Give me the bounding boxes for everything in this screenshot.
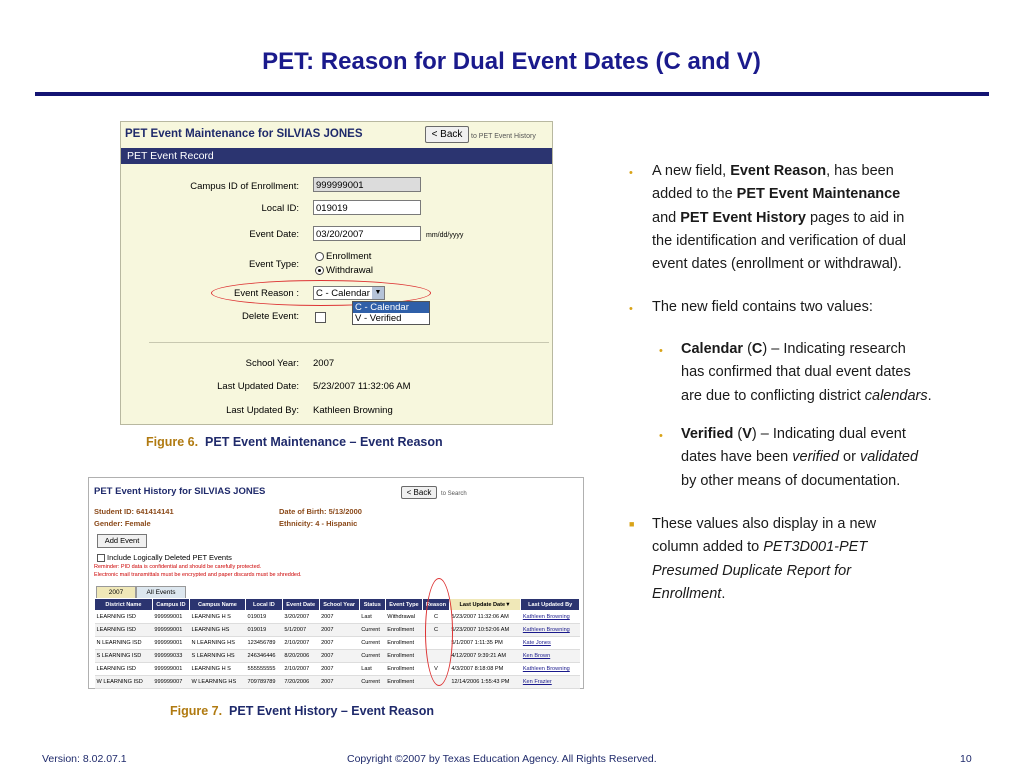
school-year-label: School Year: <box>245 358 299 369</box>
event-type-enrollment-radio[interactable] <box>315 251 371 262</box>
add-event-button[interactable]: Add Event <box>97 534 147 548</box>
col-campus-id[interactable]: Campus ID <box>152 599 189 611</box>
local-id-label: Local ID: <box>261 203 299 214</box>
table-cell: 555555555 <box>246 663 283 676</box>
sub-bullet-verified: Verified (V) – Indicating dual event dates have been verified or validated by other means of documentation. <box>681 426 919 489</box>
sub-bullet-marker: • <box>659 345 663 357</box>
bullet-event-reason: A new field, Event Reason, has been added to the PET Event Maintenance and PET Event History pages to aid in the identification and verification of dual event dates (enrollment or withdrawal). <box>652 163 906 273</box>
table-cell: 999999001 <box>152 637 189 650</box>
table-cell: Enrollment <box>385 676 422 689</box>
event-type-label: Event Type: <box>249 259 299 270</box>
table-body <box>95 611 580 689</box>
table-cell: Enrollment <box>385 650 422 663</box>
table-cell: 999999007 <box>152 676 189 689</box>
table-cell: LEARNING HS <box>189 624 245 637</box>
sub-bullet-marker: • <box>659 430 663 442</box>
radio-circle-icon <box>315 252 324 261</box>
table-cell: 12/14/2006 1:55:43 PM <box>449 676 521 689</box>
warning-line-2: Electronic mail transmittals must be encrypted and paper discards must be shredded. <box>94 572 302 578</box>
table-cell[interactable]: Ken Frazier <box>521 676 580 689</box>
table-cell: 3/20/2007 <box>282 611 319 624</box>
col-school-year[interactable]: School Year <box>319 599 359 611</box>
table-cell: Last <box>359 663 385 676</box>
history-back-button[interactable]: < Back <box>401 486 437 499</box>
event-reason-select[interactable] <box>313 286 385 300</box>
table-row <box>95 676 580 689</box>
table-cell[interactable]: Kathleen Browning <box>521 663 580 676</box>
table-cell: N LEARNING ISD <box>95 637 153 650</box>
table-cell: LEARNING ISD <box>95 611 153 624</box>
campus-id-label: Campus ID of Enrollment: <box>190 181 299 192</box>
table-row <box>95 624 580 637</box>
title-divider <box>35 92 989 96</box>
school-year-value: 2007 <box>313 358 335 369</box>
table-cell: Enrollment <box>385 663 422 676</box>
page-number: 10 <box>960 753 972 765</box>
bullet-marker: • <box>629 303 633 315</box>
table-cell: LEARNING ISD <box>95 663 153 676</box>
reason-column-highlight-oval <box>425 578 453 686</box>
figure7-caption <box>170 704 434 718</box>
table-cell: 5/1/2007 1:11:35 PM <box>449 637 521 650</box>
col-event-date[interactable]: Event Date <box>282 599 319 611</box>
event-reason-label: Event Reason : <box>234 288 299 299</box>
slide-title: PET: Reason for Dual Event Dates (C and V) <box>262 48 761 75</box>
pet-event-maintenance-screenshot <box>120 121 553 425</box>
table-cell: 999999001 <box>152 663 189 676</box>
figure6-title: PET Event Maintenance – Event Reason <box>205 435 443 449</box>
table-cell: 019019 <box>246 611 283 624</box>
bullet-two-values: The new field contains two values: <box>652 299 873 315</box>
dropdown-option-calendar[interactable]: C - Calendar <box>353 302 429 313</box>
table-cell: 709789789 <box>246 676 283 689</box>
table-cell: 7/20/2006 <box>282 676 319 689</box>
table-row <box>95 663 580 676</box>
table-cell: 4/3/2007 8:18:08 PM <box>449 663 521 676</box>
table-row <box>95 611 580 624</box>
withdrawal-label: Withdrawal <box>326 265 373 276</box>
table-cell: W LEARNING ISD <box>95 676 153 689</box>
bullet-report-column: These values also display in a new column added to PET3D001-PET Presumed Duplicate Report for Enrollment. <box>652 516 877 602</box>
table-cell: S LEARNING ISD <box>95 650 153 663</box>
table-cell: Current <box>359 624 385 637</box>
table-cell: Last <box>359 611 385 624</box>
table-row <box>95 650 580 663</box>
student-id: Student ID: 641414141 <box>94 507 174 516</box>
table-cell: V <box>423 663 450 676</box>
back-button[interactable]: < Back <box>425 126 469 143</box>
table-cell: 5/23/2007 10:52:06 AM <box>449 624 521 637</box>
table-header-row <box>95 599 580 611</box>
footer-version: Version: 8.02.07.1 <box>42 753 127 765</box>
bullet-marker: • <box>629 167 633 179</box>
radio-selected-icon <box>315 266 324 275</box>
table-cell: 2007 <box>319 611 359 624</box>
col-district-name[interactable]: District Name <box>95 599 153 611</box>
form-divider <box>149 342 549 343</box>
event-reason-value: C - Calendar <box>316 288 370 299</box>
ethnicity: Ethnicity: 4 - Hispanic <box>279 519 358 528</box>
checkbox-icon <box>97 554 105 562</box>
delete-event-label: Delete Event: <box>241 311 299 322</box>
table-cell: 5/23/2007 11:32:06 AM <box>449 611 521 624</box>
event-history-table <box>94 598 580 689</box>
table-cell: Withdrawal <box>385 611 422 624</box>
table-cell: LEARNING H S <box>189 663 245 676</box>
table-cell[interactable]: Kathleen Browning <box>521 624 580 637</box>
table-cell: Current <box>359 637 385 650</box>
table-cell: 2/10/2007 <box>282 663 319 676</box>
footer-copyright: Copyright ©2007 by Texas Education Agency. All Rights Reserved. <box>347 753 657 765</box>
include-deleted-label: Include Logically Deleted PET Events <box>107 553 232 562</box>
table-cell: Current <box>359 676 385 689</box>
table-cell: 2007 <box>319 624 359 637</box>
campus-id-field[interactable]: 999999001 <box>313 177 421 192</box>
bullet-marker-square: ■ <box>629 519 635 529</box>
tab-all-events[interactable]: All Events <box>136 586 186 599</box>
figure7-title: PET Event History – Event Reason <box>229 704 434 718</box>
event-type-withdrawal-radio[interactable] <box>315 265 373 276</box>
table-row <box>95 637 580 650</box>
event-date-field[interactable]: 03/20/2007 <box>313 226 421 241</box>
section-bar-label: PET Event Record <box>127 150 214 162</box>
last-updated-date-label: Last Updated Date: <box>217 381 299 392</box>
col-event-type[interactable]: Event Type <box>385 599 422 611</box>
table-cell: Enrollment <box>385 637 422 650</box>
sub-bullet-calendar: Calendar (C) – Indicating research has confirmed that dual event dates are due to conflicting district calendars. <box>681 341 932 404</box>
table-cell: LEARNING ISD <box>95 624 153 637</box>
table-cell: 2007 <box>319 637 359 650</box>
table-cell: 2/10/2007 <box>282 637 319 650</box>
table-cell: 4/12/2007 9:39:21 AM <box>449 650 521 663</box>
table-cell: 999999001 <box>152 611 189 624</box>
enrollment-label: Enrollment <box>326 251 372 262</box>
maintenance-header: PET Event Maintenance for SILVIAS JONES <box>125 128 363 140</box>
back-hint: to PET Event History <box>471 133 536 140</box>
col-campus-name[interactable]: Campus Name <box>189 599 245 611</box>
table-cell: 999999001 <box>152 624 189 637</box>
table-cell: LEARNING H S <box>189 611 245 624</box>
last-updated-by-label: Last Updated By: <box>226 405 299 416</box>
local-id-field[interactable]: 019019 <box>313 200 421 215</box>
pet-event-history-screenshot <box>88 477 584 689</box>
date-of-birth: Date of Birth: 5/13/2000 <box>279 507 362 516</box>
table-cell[interactable]: Ken Brown <box>521 650 580 663</box>
last-updated-by-value: Kathleen Browning <box>313 405 393 416</box>
col-last-update-date[interactable]: Last Update Date▼ <box>449 599 521 611</box>
table-cell: 5/1/2007 <box>282 624 319 637</box>
table-cell: 246346446 <box>246 650 283 663</box>
table-cell: 019019 <box>246 624 283 637</box>
gender: Gender: Female <box>94 519 151 528</box>
col-last-updated-by[interactable]: Last Updated By <box>521 599 580 611</box>
table-cell[interactable]: Kathleen Browning <box>521 611 580 624</box>
event-date-label: Event Date: <box>249 229 299 240</box>
table-cell: 2007 <box>319 663 359 676</box>
table-cell: S LEARNING HS <box>189 650 245 663</box>
table-cell: 2007 <box>319 676 359 689</box>
col-local-id[interactable]: Local ID <box>246 599 283 611</box>
table-cell: W LEARNING HS <box>189 676 245 689</box>
last-updated-date-value: 5/23/2007 11:32:06 AM <box>313 381 411 392</box>
table-cell: 8/20/2006 <box>282 650 319 663</box>
table-cell: C <box>423 624 450 637</box>
table-cell[interactable]: Kate Jones <box>521 637 580 650</box>
figure6-number: Figure 6. <box>146 435 199 449</box>
table-cell: Enrollment <box>385 624 422 637</box>
history-back-hint: to Search <box>441 491 467 497</box>
include-deleted-checkbox[interactable] <box>97 553 232 562</box>
table-cell: 999999033 <box>152 650 189 663</box>
event-reason-dropdown <box>352 301 430 325</box>
table-cell: N LEARNING HS <box>189 637 245 650</box>
figure6-caption <box>146 435 443 449</box>
table-cell: 2007 <box>319 650 359 663</box>
tab-2007[interactable]: 2007 <box>96 586 136 599</box>
delete-event-checkbox[interactable] <box>315 312 326 323</box>
warning-line-1: Reminder: PID data is confidential and should be carefully protected. <box>94 564 262 570</box>
table-cell: Current <box>359 650 385 663</box>
section-bar <box>121 148 552 164</box>
col-status[interactable]: Status <box>359 599 385 611</box>
history-header: PET Event History for SILVIAS JONES <box>94 486 266 497</box>
figure7-number: Figure 7. <box>170 704 223 718</box>
table-cell: C <box>423 611 450 624</box>
table-cell: 123456789 <box>246 637 283 650</box>
col-reason[interactable]: Reason <box>423 599 450 611</box>
event-date-format-hint: mm/dd/yyyy <box>426 232 464 239</box>
dropdown-option-verified[interactable]: V - Verified <box>355 313 402 324</box>
chevron-down-icon: ▼ <box>372 287 384 299</box>
